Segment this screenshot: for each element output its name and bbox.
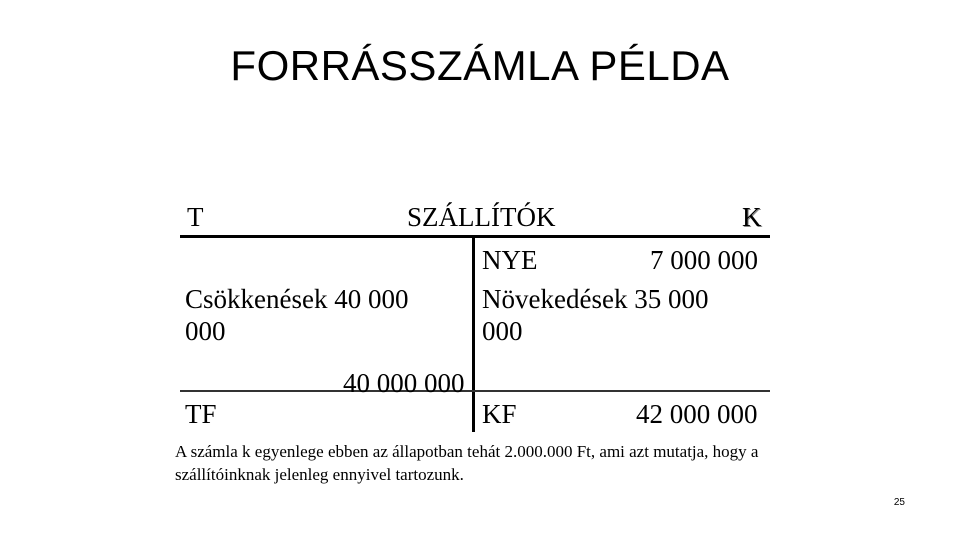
debit-decrease-value: 40 000 000	[185, 284, 409, 346]
slide-title: FORRÁSSZÁMLA PÉLDA	[230, 42, 730, 89]
credit-opening-label: NYE	[482, 245, 538, 275]
explanation-note: A számla k egyenlege ebben az állapotban tehát 2.000.000 Ft, ami azt mutatja, hogy a szállítóinknak jelenleg ennyivel tartozunk.	[175, 442, 759, 484]
t-account-closing-line	[180, 390, 770, 392]
t-account-top-line	[180, 235, 770, 238]
debit-closing-label: TF	[185, 399, 217, 429]
debit-total: 40 000 000	[343, 368, 465, 398]
credit-opening-value: 7 000 000	[650, 245, 758, 275]
account-name: SZÁLLÍTÓK	[407, 202, 556, 232]
credit-closing-label: KF	[482, 399, 517, 429]
debit-marker: T	[187, 202, 204, 232]
credit-increase-label: Növekedések	[482, 284, 628, 314]
credit-increase-value: 35 000 000	[482, 284, 709, 346]
credit-marker: K	[742, 202, 762, 232]
debit-decrease-entry	[185, 283, 445, 347]
t-account-divider	[472, 235, 475, 432]
credit-closing-value: 42 000 000	[636, 399, 758, 429]
page-number: 25	[893, 497, 905, 508]
debit-decrease-label: Csökkenések	[185, 284, 328, 314]
credit-increase-entry	[482, 283, 752, 347]
